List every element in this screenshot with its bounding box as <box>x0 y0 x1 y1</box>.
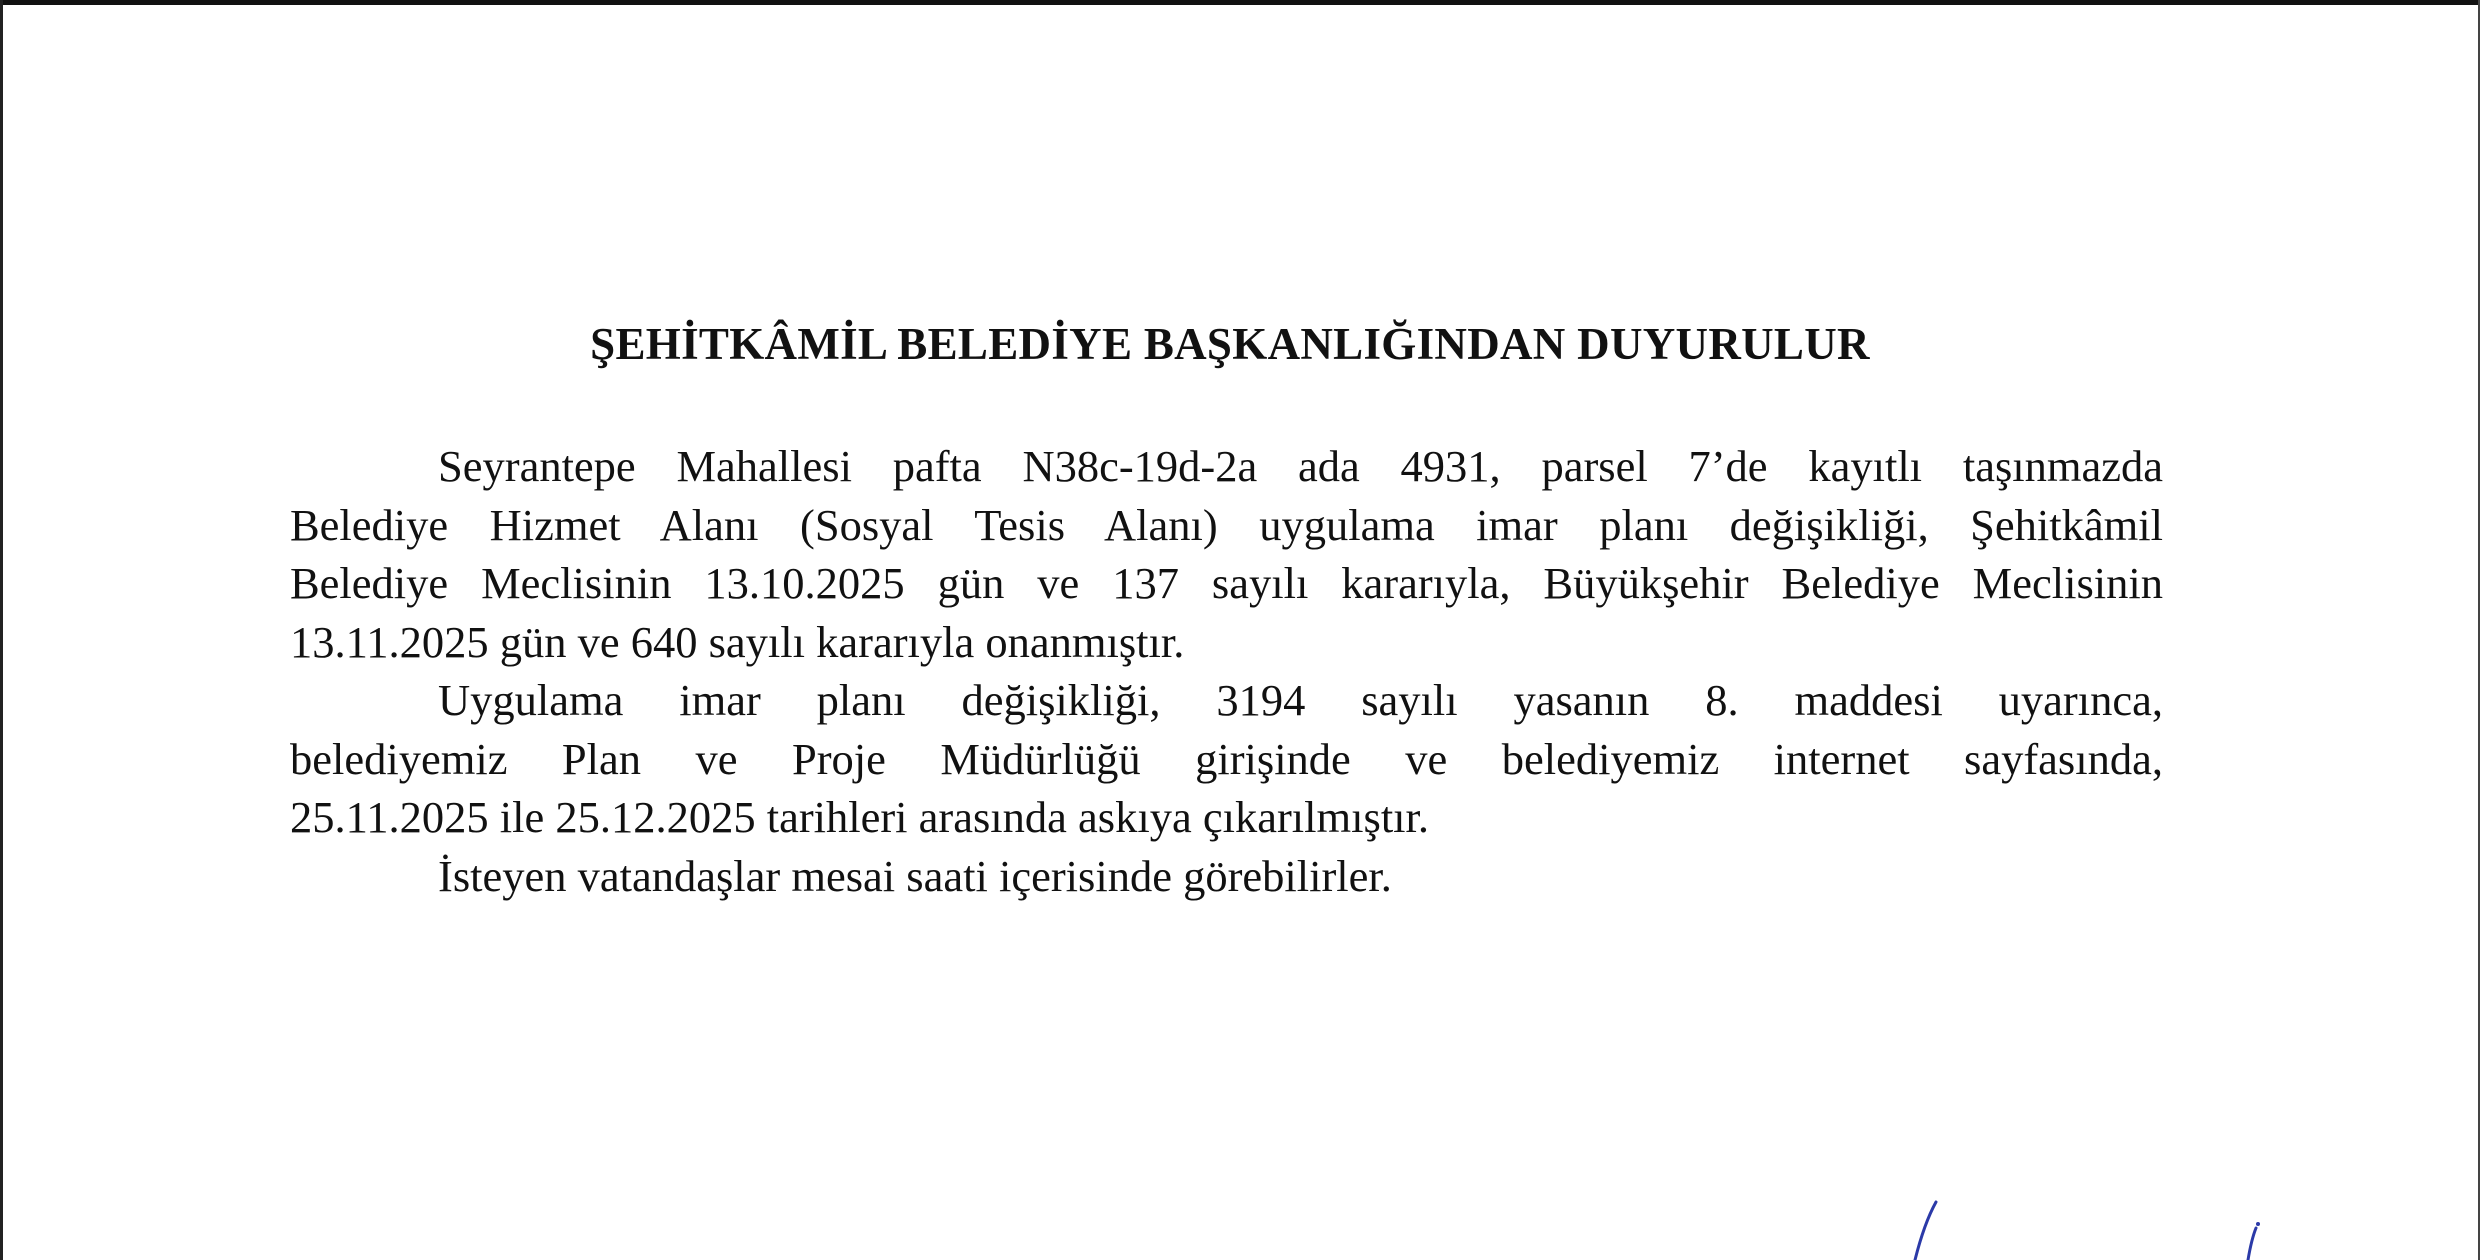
scan-top-border <box>0 0 2480 5</box>
signature-stroke-2 <box>2248 1228 2256 1260</box>
signature-dot <box>2256 1222 2260 1226</box>
paragraph-3-line-1: İsteyen vatandaşlar mesai saati içerisinde görebilirler. <box>438 850 1392 901</box>
announcement-title: ŞEHİTKÂMİL BELEDİYE BAŞKANLIĞINDAN DUYURULUR <box>590 319 1870 369</box>
paragraph-2-line-2: belediyemiz Plan ve Proje Müdürlüğü girişinde ve belediyemiz internet sayfasında, <box>290 733 2163 784</box>
paragraph-2-line-1: Uygulama imar planı değişikliği, 3194 sayılı yasanın 8. maddesi uyarınca, <box>438 675 2163 725</box>
paragraph-1-line-1: Seyrantepe Mahallesi pafta N38c-19d-2a ada 4931, parsel 7’de kayıtlı taşınmazda <box>438 441 2163 491</box>
scan-left-border <box>0 0 3 1260</box>
paragraph-2 <box>290 671 2163 847</box>
paragraph-3 <box>290 847 2163 906</box>
paragraph-1-line-4: 13.11.2025 gün ve 640 sayılı kararıyla onanmıştır. <box>290 616 1185 667</box>
paragraph-1-line-3: Belediye Meclisinin 13.10.2025 gün ve 137 sayılı kararıyla, Büyükşehir Belediye Meclisinin <box>290 558 2163 608</box>
signature-stroke-1 <box>1915 1202 1936 1260</box>
signature-mark <box>1860 1180 2280 1260</box>
paragraph-1 <box>290 437 2163 671</box>
paragraph-1-line-2: Belediye Hizmet Alanı (Sosyal Tesis Alanı) uygulama imar planı değişikliği, Şehitkâmil <box>290 499 2163 550</box>
paragraph-2-line-3: 25.11.2025 ile 25.12.2025 tarihleri arasında askıya çıkarılmıştır. <box>290 792 1430 842</box>
announcement-body <box>290 437 2163 905</box>
